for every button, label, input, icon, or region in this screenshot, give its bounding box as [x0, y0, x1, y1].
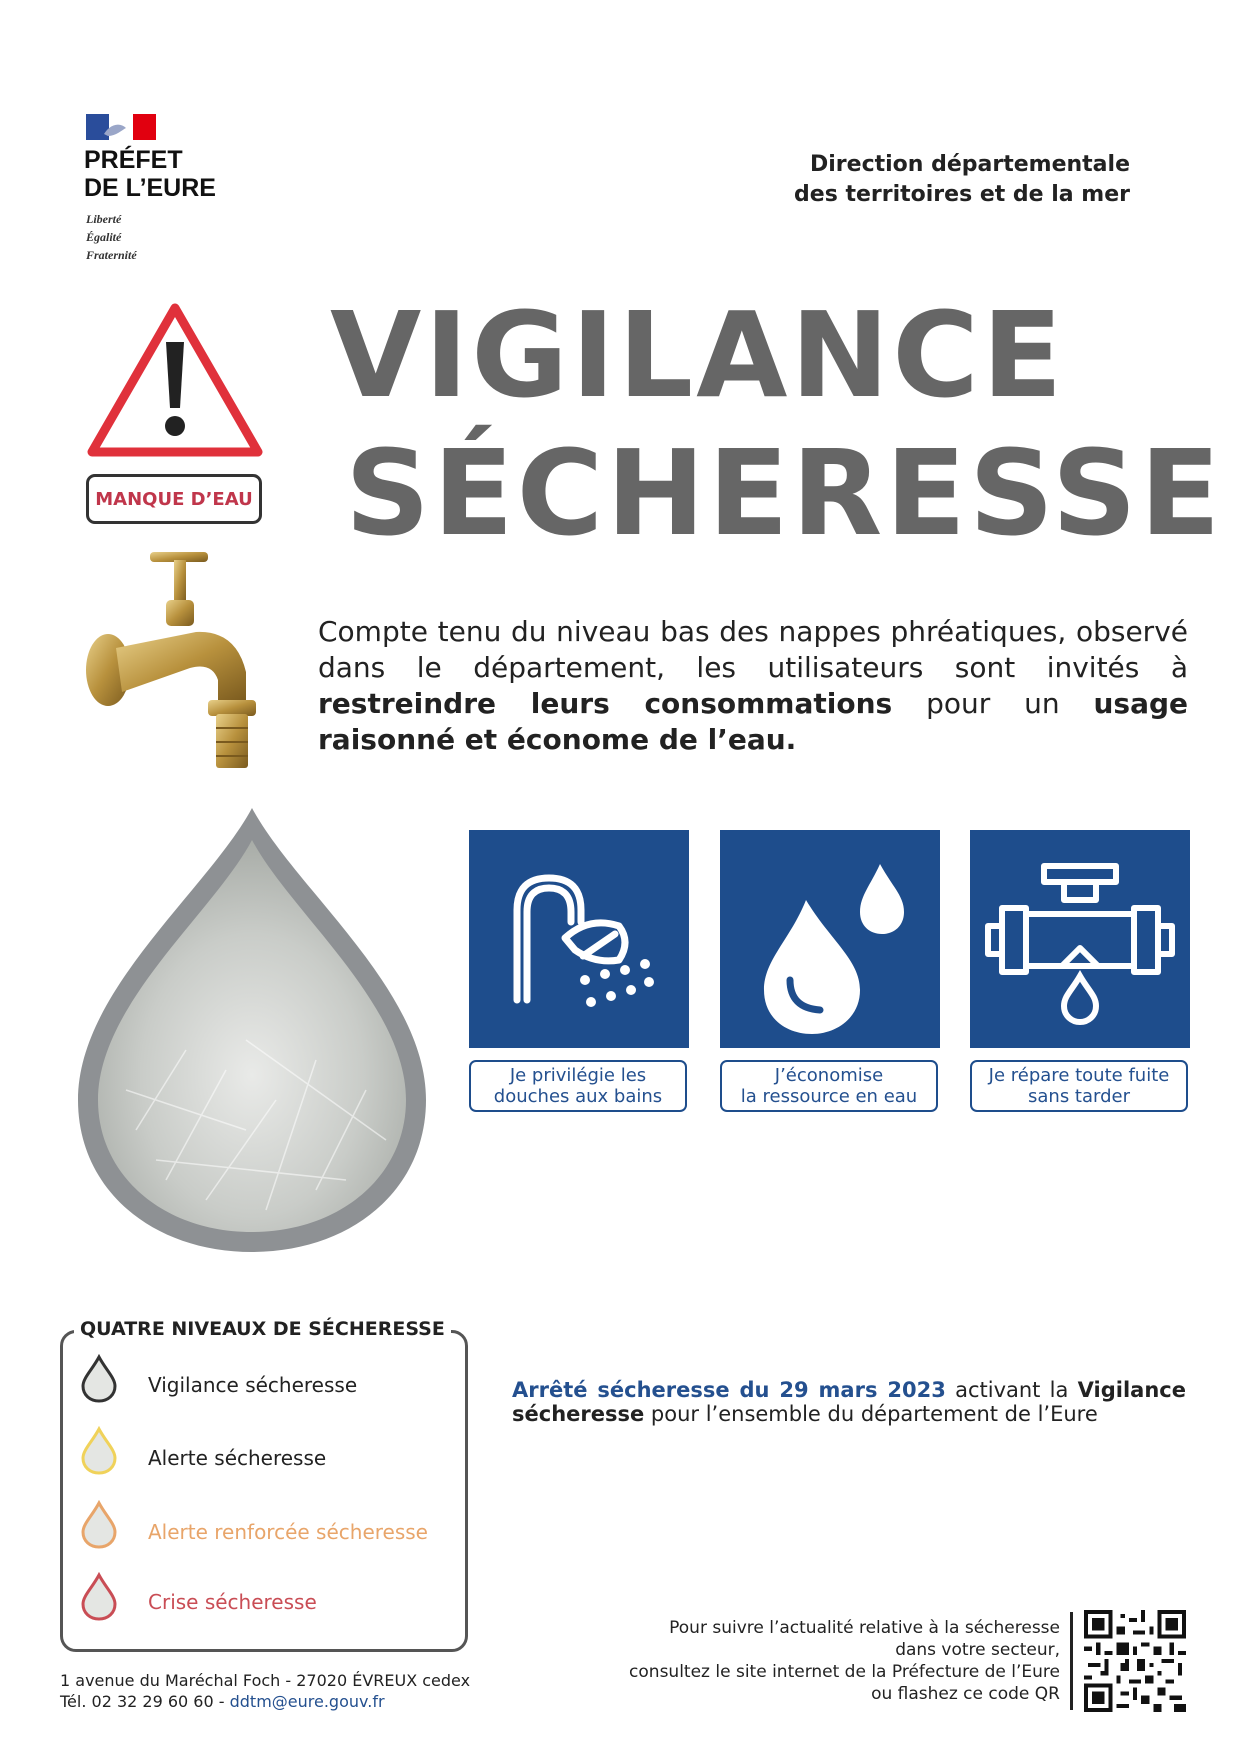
level-label-alerte: Alerte sécheresse — [148, 1446, 327, 1470]
caption-shower — [469, 1060, 687, 1112]
level-label-alerte-renforcee: Alerte renforcée sécheresse — [148, 1520, 428, 1544]
qr-code[interactable] — [1084, 1610, 1186, 1712]
caption-drops — [720, 1060, 938, 1112]
caption-shower-line-1: Je privilégie les — [509, 1065, 647, 1086]
qr-line-1: Pour suivre l’actualité relative à la sécheresse — [669, 1618, 1060, 1638]
water-drops-icon — [720, 830, 940, 1048]
motto-egalite: Égalité — [86, 230, 122, 244]
qr-instructions — [560, 1617, 1060, 1705]
caption-pipe — [970, 1060, 1188, 1112]
arrete-text-2: pour l’ensemble du département de l’Eure — [644, 1402, 1098, 1426]
prefet-line-2: DE L’EURE — [84, 174, 216, 202]
prefet-name — [84, 146, 284, 202]
arrete-text-1: activant la — [945, 1378, 1078, 1402]
qr-separator — [1070, 1612, 1073, 1710]
address-line: 1 avenue du Maréchal Foch - 27020 ÉVREUX cedex — [60, 1671, 471, 1690]
intro-text-1: Compte tenu du niveau bas des nappes phréatiques, observé dans le département, les utilisateurs sont invités à — [318, 615, 1188, 684]
direction-name — [794, 150, 1130, 210]
intro-bold-2: usage raisonné et économe de l’eau. — [318, 687, 1189, 756]
intro-paragraph — [318, 614, 1188, 758]
prefet-line-1: PRÉFET — [84, 146, 183, 174]
vigilance-drop-icon — [80, 1354, 118, 1404]
water-tap-icon — [86, 552, 286, 782]
dry-grass-drop-image — [66, 800, 438, 1260]
motto-fraternite: Fraternité — [86, 248, 137, 262]
arrete-notice — [512, 1378, 1186, 1426]
caption-drops-line-1: J’économise — [774, 1065, 884, 1086]
marianne-flag-logo — [86, 114, 156, 140]
email-link[interactable]: ddtm@eure.gouv.fr — [229, 1692, 385, 1711]
motto-liberte: Liberté — [86, 212, 122, 226]
arrete-title: Arrêté sécheresse du 29 mars 2023 — [512, 1378, 946, 1402]
qr-line-3: consultez le site internet de la Préfecture de l’Eure — [629, 1662, 1060, 1682]
intro-text-2: pour un — [892, 687, 1094, 720]
tile-pipe — [970, 830, 1190, 1048]
levels-title: QUATRE NIVEAUX DE SÉCHERESSE — [74, 1318, 451, 1340]
level-label-crise: Crise sécheresse — [148, 1590, 317, 1614]
tile-drops — [720, 830, 940, 1048]
alerte-renforcee-drop-icon — [80, 1500, 118, 1550]
arrete-bold: Vigilance sécheresse — [512, 1378, 1186, 1426]
qr-line-2: dans votre secteur, — [895, 1640, 1060, 1660]
title-vigilance: VIGILANCE — [330, 286, 1066, 424]
caption-pipe-line-2: sans tarder — [1028, 1086, 1130, 1107]
direction-line-2: des territoires et de la mer — [794, 182, 1130, 207]
contact-address — [60, 1670, 470, 1712]
title-secheresse: SÉCHERESSE — [345, 424, 1224, 562]
caption-drops-line-2: la ressource en eau — [740, 1086, 918, 1107]
caption-shower-line-2: douches aux bains — [493, 1086, 663, 1107]
telephone: Tél. 02 32 29 60 60 - — [60, 1692, 230, 1711]
caption-pipe-line-1: Je répare toute fuite — [988, 1065, 1170, 1086]
crise-drop-icon — [80, 1572, 118, 1622]
tile-shower — [469, 830, 689, 1048]
direction-line-1: Direction départementale — [810, 152, 1130, 177]
shower-icon — [469, 830, 689, 1048]
level-label-vigilance: Vigilance sécheresse — [148, 1373, 358, 1397]
intro-bold-1: restreindre leurs consommations — [318, 687, 893, 720]
leaking-pipe-icon — [970, 830, 1190, 1048]
warning-triangle-icon — [86, 300, 264, 460]
republic-motto — [86, 210, 137, 264]
manque-eau-badge: MANQUE D’EAU — [86, 474, 262, 524]
qr-line-4: ou flashez ce code QR — [871, 1684, 1060, 1704]
alerte-drop-icon — [80, 1426, 118, 1476]
